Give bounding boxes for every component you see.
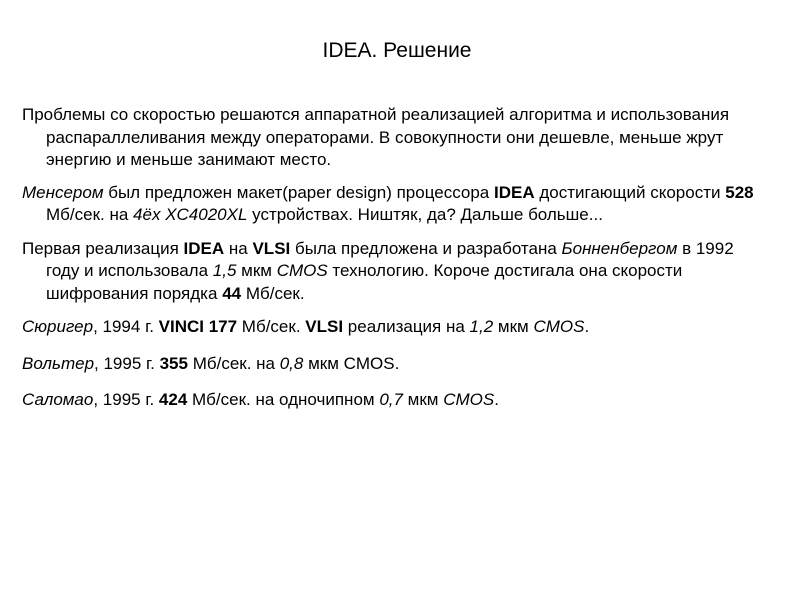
text-segment: Мб/сек. на одночипном [187, 390, 380, 409]
paragraph [22, 238, 762, 306]
text-segment: XC4020XL [165, 205, 248, 224]
text-segment: CMOS [443, 390, 495, 409]
text-segment: 1,2 [469, 317, 494, 336]
text-segment: Вольтер [22, 353, 95, 373]
text-segment: 528 [725, 182, 754, 202]
paragraph [22, 316, 762, 339]
text-segment: на [224, 238, 253, 258]
text-segment: 44 [222, 283, 242, 303]
text-segment: VINCI 177 [158, 317, 238, 336]
text-segment: Менсером [22, 182, 104, 202]
text-segment: был предложен макет(paper design) процессора [103, 182, 494, 202]
text-segment: , 1995 г. [93, 390, 159, 409]
text-segment: 1,5 [212, 261, 237, 280]
text-segment: мкм CMOS. [303, 353, 400, 373]
text-segment: Бонненбергом [561, 238, 678, 258]
text-segment: CMOS [533, 317, 585, 336]
text-segment: 0,8 [279, 353, 304, 373]
text-segment: в 1992 году и использовала [46, 238, 734, 280]
text-segment: 4ёх [133, 205, 161, 224]
slide-body [22, 104, 762, 423]
text-segment: мкм [493, 317, 534, 336]
text-segment: мкм [402, 390, 444, 409]
text-segment: 424 [158, 390, 188, 409]
paragraph [22, 353, 762, 376]
text-segment: Мб/сек. на [187, 353, 280, 373]
text-segment: Саломао [22, 390, 94, 409]
text-segment: , 1994 г. [93, 317, 159, 336]
paragraph [22, 104, 762, 172]
text-segment: Первая реализация [22, 238, 184, 258]
text-segment: была предложена и разработана [290, 238, 562, 258]
text-segment: Мб/сек. [241, 283, 305, 303]
text-segment: Мб/сек. на [46, 205, 134, 224]
text-segment: Мб/сек. [237, 317, 306, 336]
text-segment: достигающий скорости [534, 182, 726, 202]
slide-title: IDEA. Решение [322, 39, 472, 62]
text-segment: реализация на [343, 317, 470, 336]
text-segment: мкм [236, 261, 277, 280]
text-segment: . [494, 390, 499, 409]
paragraph [22, 182, 762, 227]
text-segment: технологию. Короче достигала она скорости шифрования порядка [46, 261, 683, 303]
text-segment: VLSI [305, 317, 344, 336]
text-segment: CMOS [276, 261, 328, 280]
text-segment: Сюригер [22, 317, 94, 336]
text-segment: IDEA [493, 182, 535, 202]
text-segment: , 1995 г. [94, 353, 160, 373]
text-segment: . [584, 317, 590, 336]
text-segment: IDEA [183, 238, 225, 258]
text-segment: 0,7 [379, 390, 403, 409]
text-segment: 355 [159, 353, 188, 373]
text-segment: устройствах. Ништяк, да? Дальше больше... [247, 205, 603, 224]
paragraph [22, 389, 762, 412]
text-segment: Проблемы со скоростью решаются аппаратной реализацией алгоритма и использования распараллеливания между операторами. В совокупности они дешевле, меньше жрут энергию и меньше занимают место. [22, 105, 730, 169]
text-segment: VLSI [252, 238, 291, 258]
